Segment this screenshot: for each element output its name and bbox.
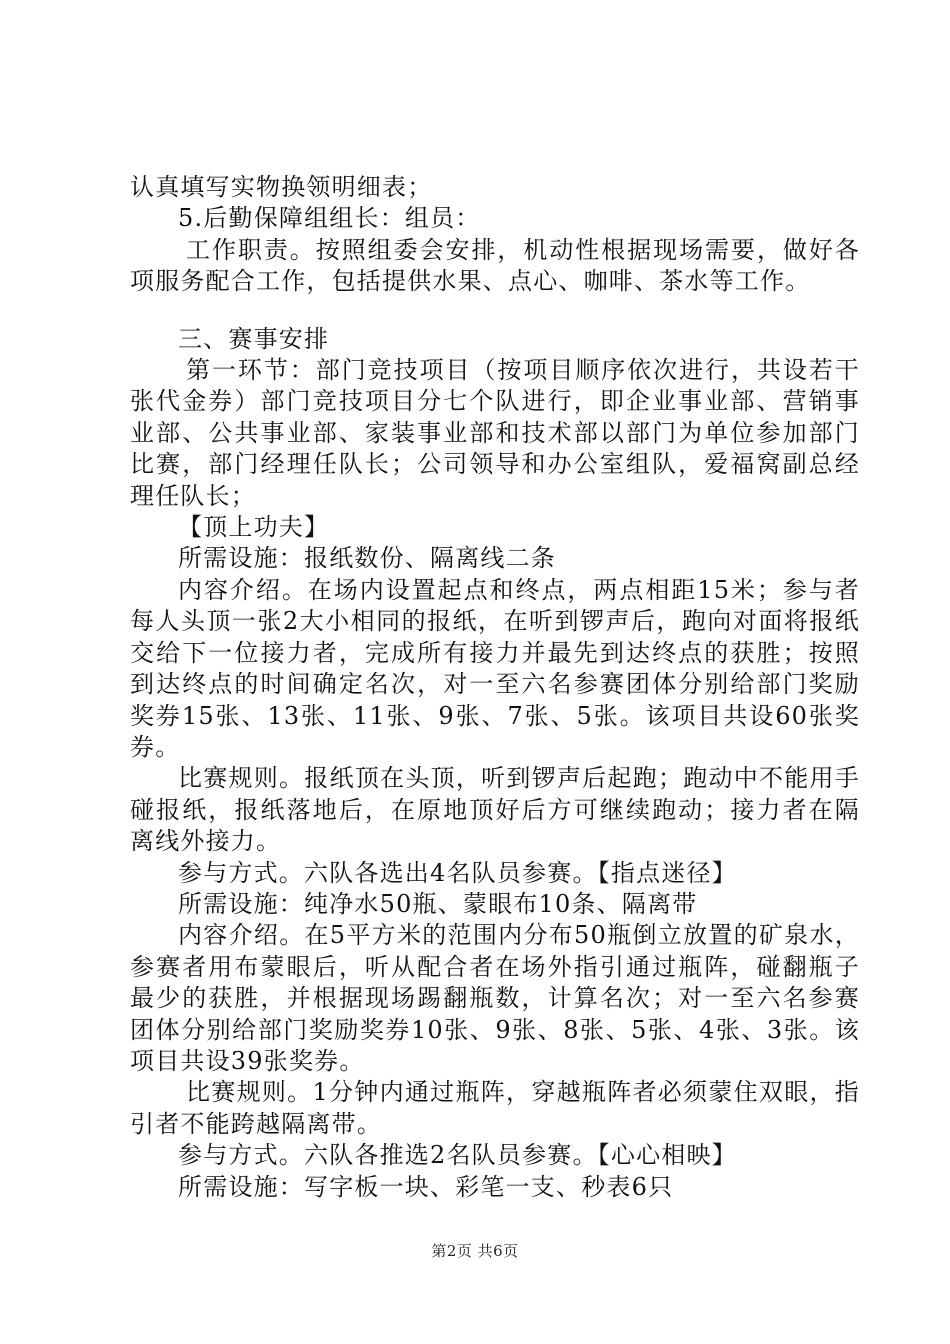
paragraph-content-2: 内容介绍。在5平方米的范围内分布50瓶倒立放置的矿泉水，参赛者用布蒙眼后，听从配合者在场外指引通过瓶阵，碰翻瓶子最少的获胜，并根据现场踢翻瓶数，计算名次；对一至六名参赛团体分别给部门奖励奖券10张、9张、8张、5张、4张、3张。该项目共设39张奖券。 (130, 921, 860, 1075)
paragraph-equipment-1: 所需设施：报纸数份、隔离线二条 (178, 544, 556, 573)
page-number-footer: 第2页 共6页 (431, 1242, 519, 1260)
document-body (130, 172, 860, 1203)
paragraph-spacer (130, 298, 860, 324)
paragraph-equipment-3: 所需设施：写字板一块、彩笔一支、秒表6只 (178, 1172, 674, 1201)
paragraph-stage-one: 第一环节：部门竞技项目（按项目顺序依次进行，共设若干张代金券）部门竞技项目分七个队进行，即企业事业部、营销事业部、公共事业部、家装事业部和技术部以部门为单位参加部门比赛，部门经理任队长；公司领导和办公室组队，爱福窝副总经理任队长； (130, 356, 860, 510)
paragraph-content-1: 内容介绍。在场内设置起点和终点，两点相距15米；参与者每人头顶一张2大小相同的报纸，在听到锣声后，跑向对面将报纸交给下一位接力者，完成所有接力并最先到达终点的获胜；按照到达终点的时间确定名次，对一至六名参赛团体分别给部门奖励奖券15张、13张、11张、9张、7张、5张。该项目共设60张奖券。 (130, 575, 860, 761)
paragraph-rules-1: 比赛规则。报纸顶在头顶，听到锣声后起跑；跑动中不能用手碰报纸，报纸落地后，在原地顶好后方可继续跑动；接力者在隔离线外接力。 (130, 764, 860, 856)
paragraph-participation-1: 参与方式。六队各选出4名队员参赛。【指点迷径】 (178, 858, 737, 887)
paragraph-participation-2: 参与方式。六队各推选2名队员参赛。【心心相映】 (178, 1141, 737, 1170)
paragraph-rules-2: 比赛规则。1分钟内通过瓶阵，穿越瓶阵者必须蒙住双眼，指引者不能跨越隔离带。 (130, 1078, 860, 1138)
paragraph-logistics-duties: 工作职责。按照组委会安排，机动性根据现场需要，做好各项服务配合工作，包括提供水果、点心、咖啡、茶水等工作。 (130, 235, 860, 296)
paragraph-logistics-group: 5.后勤保障组组长：组员： (178, 204, 481, 233)
paragraph-form-note: 认真填写实物换领明细表； (130, 173, 433, 201)
paragraph-equipment-2: 所需设施：纯净水50瓶、蒙眼布10条、隔离带 (178, 889, 698, 918)
event-title-top-skill: 【顶上功夫】 (178, 513, 330, 542)
section-heading-event-arrangement: 三、赛事安排 (178, 324, 330, 353)
